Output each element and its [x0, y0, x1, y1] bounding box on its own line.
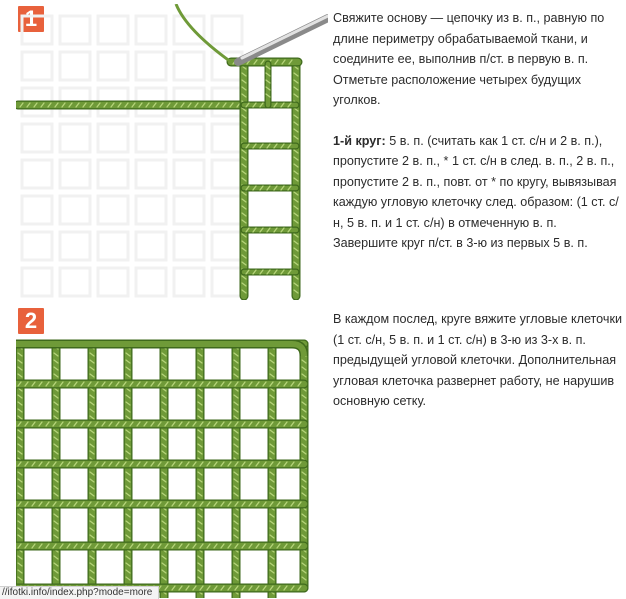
yarn-strand	[18, 103, 242, 107]
round-1-label: 1-й круг:	[333, 133, 386, 148]
step-1-paragraph: Свяжите основу — цепочку из в. п., равную по длине периметру обрабатываемой ткани, и соедините ее, выполнив п/ст. в первую в. п. Отметьте расположение четырех будущих уголков.	[333, 11, 605, 107]
yarn-strand	[16, 502, 304, 506]
yarn-strand	[294, 64, 298, 296]
yarn-strand	[244, 228, 296, 232]
yarn-strand	[244, 144, 296, 148]
yarn-strand	[242, 64, 246, 296]
step-2-illustration	[16, 306, 328, 598]
step-2-instructions	[333, 309, 625, 412]
yarn-strand	[16, 462, 304, 466]
step-1-instructions	[333, 8, 625, 254]
yarn-strand	[266, 64, 270, 105]
yarn-strand	[16, 422, 304, 426]
round-1-text: 5 в. п. (считать как 1 ст. с/н и 2 в. п.), пропустите 2 в. п., * 1 ст. с/н в след. в. п., 2 в. п., пропустите 2 в. п., повт. от * по кругу, вывязывая каждую угловую клеточку след. образом: (1 ст. с/н, 5 в. п. и 1 ст. с/н) в отмеченную в. п. Завершите круг п/ст. в 3-ю из первых 5 в. п.	[333, 133, 619, 250]
step-2-badge: 2	[18, 308, 44, 334]
round-1-instructions	[333, 131, 625, 254]
yarn-strand	[16, 382, 304, 386]
yarn-strand	[244, 270, 296, 274]
status-bar-url[interactable]: //ifotki.info/index.php?mode=more	[0, 586, 159, 599]
step-1-badge: 1	[18, 6, 44, 32]
crochet-hook-icon	[238, 16, 328, 62]
step-2-paragraph: В каждом послед, круге вяжите угловые клеточки (1 ст. с/н, 5 в. п. и 1 ст. с/н) в 3-ю из 3-х в. п. предыдущей угловой клеточки. Дополнительная угловая клеточка развернет работу, не нарушив основную сетку.	[333, 312, 623, 408]
yarn-strand	[244, 186, 296, 190]
step-1-illustration	[16, 4, 328, 300]
yarn-strand	[16, 544, 304, 548]
